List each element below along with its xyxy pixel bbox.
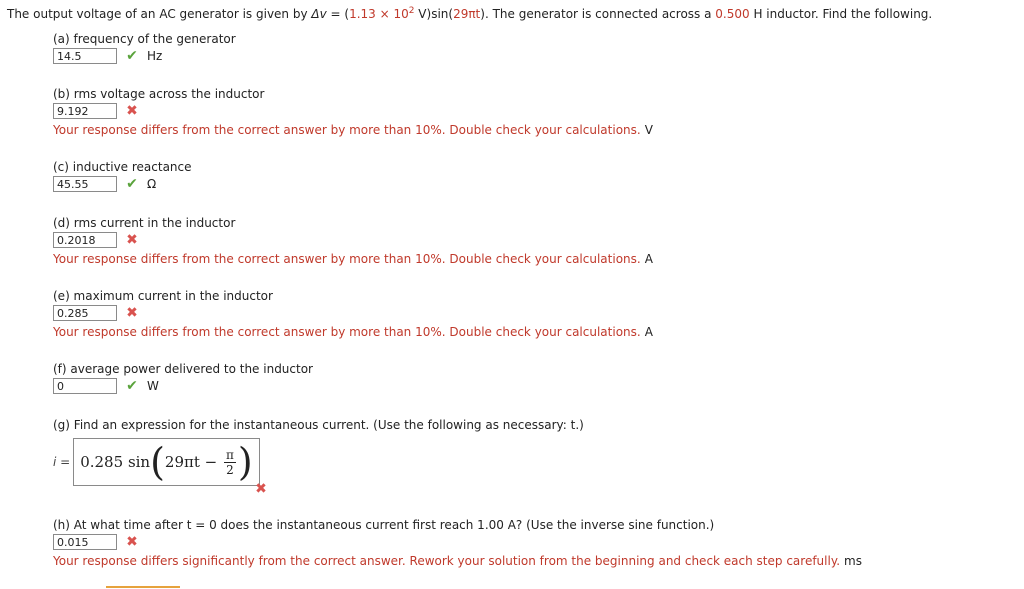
part-a-unit: Hz (147, 49, 163, 63)
part-b (53, 87, 653, 137)
part-d-answer-input[interactable] (53, 232, 117, 248)
expr-variable: i = (53, 455, 71, 469)
cross-icon: ✖ (126, 103, 138, 119)
check-icon: ✔ (126, 176, 138, 192)
part-h-answer-input[interactable] (53, 534, 117, 550)
omega-value: 29πt (453, 7, 481, 21)
part-d-unit: A (644, 252, 653, 266)
expr-fraction: $\frac{\pi}{2}$ (226, 447, 234, 477)
left-paren: ( (150, 440, 165, 484)
part-c-unit: Ω (147, 177, 157, 191)
amplitude-value: $1.13 \times 10^2$ (349, 6, 415, 21)
cross-icon: ✖ (126, 232, 138, 248)
part-d-label: (d) rms current in the inductor (53, 216, 236, 230)
cross-icon: ✖ (255, 481, 267, 497)
part-b-feedback: Your response differs from the correct answer by more than 10%. Double check your calculations. V (53, 123, 653, 137)
cross-icon: ✖ (126, 534, 138, 550)
part-f-label: (f) average power delivered to the inductor (53, 362, 313, 376)
part-a-answer-input[interactable] (53, 48, 117, 64)
question-text: The output voltage of an AC generator is given by $\Delta v = (1.13 \times 10^2$ V)sin(29πt). The generator is connected across a 0.500 H inductor. Find the following. (7, 6, 933, 21)
part-a (53, 32, 236, 64)
bottom-divider (106, 586, 180, 588)
expr-arg: 29πt − (164, 453, 218, 471)
part-e-feedback: Your response differs from the correct answer by more than 10%. Double check your calculations. A (53, 325, 653, 339)
part-h-label: (h) At what time after t = 0 does the instantaneous current first reach 1.00 A? (Use the inverse sine function.) (53, 518, 715, 532)
part-b-unit: V (644, 123, 653, 137)
check-icon: ✔ (126, 378, 138, 394)
part-g-label: (g) Find an expression for the instantaneous current. (Use the following as necessary: t.) (53, 418, 584, 432)
cross-icon: ✖ (126, 305, 138, 321)
part-g-expression (53, 438, 260, 486)
part-d (53, 216, 653, 266)
part-g (53, 418, 584, 432)
part-b-answer-input[interactable] (53, 103, 117, 119)
part-f (53, 362, 313, 394)
part-c (53, 160, 192, 192)
part-e-unit: A (644, 325, 653, 339)
part-a-label: (a) frequency of the generator (53, 32, 236, 46)
part-c-label: (c) inductive reactance (53, 160, 192, 174)
part-e-answer-input[interactable] (53, 305, 117, 321)
part-e (53, 289, 653, 339)
part-e-label: (e) maximum current in the inductor (53, 289, 273, 303)
check-icon: ✔ (126, 48, 138, 64)
part-b-label: (b) rms voltage across the inductor (53, 87, 265, 101)
part-h (53, 518, 862, 568)
expr-func: sin (127, 453, 151, 471)
part-f-answer-input[interactable] (53, 378, 117, 394)
part-d-feedback: Your response differs from the correct answer by more than 10%. Double check your calculations. A (53, 252, 653, 266)
part-f-unit: W (147, 379, 159, 393)
right-paren: ) (237, 440, 253, 484)
part-h-feedback: Your response differs significantly from the correct answer. Rework your solution from the beginning and check each step carefully. ms (53, 554, 862, 568)
inductance-value: 0.500 (715, 7, 750, 21)
expr-coef: 0.285 (80, 453, 124, 471)
expression-input[interactable] (73, 438, 260, 486)
part-h-unit: ms (844, 554, 862, 568)
part-c-answer-input[interactable] (53, 176, 117, 192)
